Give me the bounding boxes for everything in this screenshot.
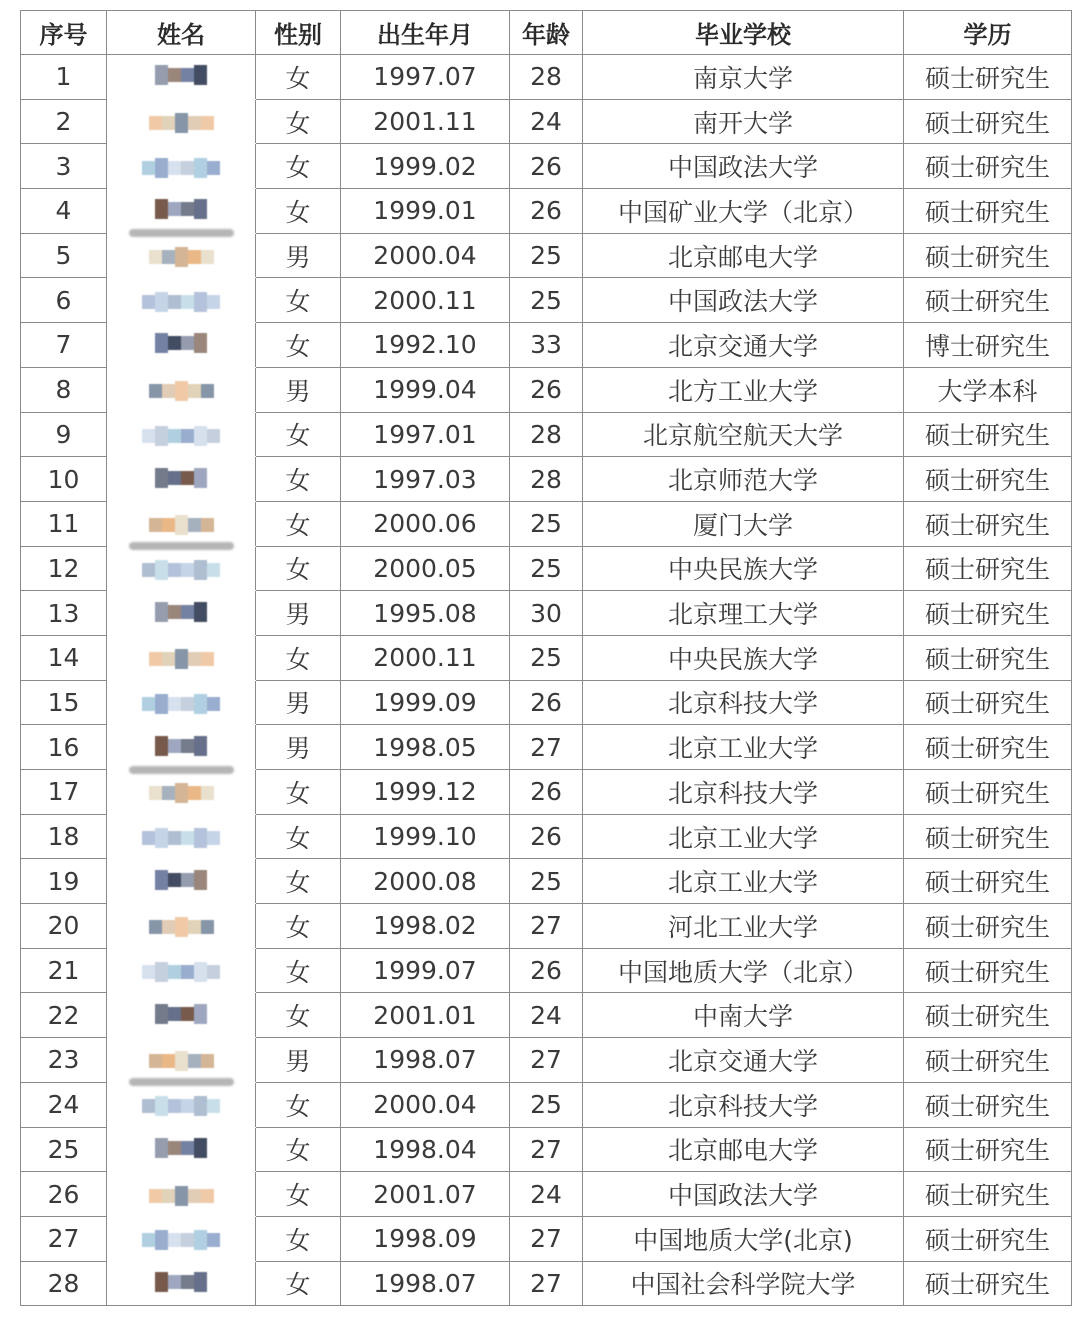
cell-name	[107, 993, 256, 1038]
cell-age: 26	[510, 948, 583, 993]
cell-birth-date: 1992.10	[341, 323, 510, 368]
table-row	[21, 725, 1072, 770]
cell-index: 24	[21, 1082, 107, 1127]
cell-birth-date: 2000.04	[341, 1082, 510, 1127]
cell-gender: 女	[256, 1261, 341, 1306]
cell-school: 北京工业大学	[583, 859, 904, 904]
header-index: 序号	[21, 11, 107, 55]
cell-birth-date: 1998.04	[341, 1127, 510, 1172]
cell-name	[107, 859, 256, 904]
cell-degree: 硕士研究生	[904, 948, 1072, 993]
cell-degree: 硕士研究生	[904, 1038, 1072, 1083]
cell-birth-date: 1999.04	[341, 367, 510, 412]
cell-age: 26	[510, 770, 583, 815]
redacted-name-mosaic	[155, 1269, 207, 1295]
cell-age: 25	[510, 278, 583, 323]
cell-index: 15	[21, 680, 107, 725]
cell-index: 21	[21, 948, 107, 993]
cell-index: 20	[21, 904, 107, 949]
cell-name	[107, 725, 256, 770]
cell-gender: 男	[256, 1038, 341, 1083]
cell-name	[107, 1127, 256, 1172]
cell-birth-date: 1999.02	[341, 144, 510, 189]
cell-birth-date: 1997.03	[341, 457, 510, 502]
redacted-name-mosaic	[149, 1183, 214, 1209]
cell-gender: 女	[256, 501, 341, 546]
cell-index: 26	[21, 1172, 107, 1217]
cell-degree: 博士研究生	[904, 323, 1072, 368]
table-row	[21, 635, 1072, 680]
table-row	[21, 770, 1072, 815]
redacted-name-mosaic	[142, 691, 220, 717]
cell-gender: 女	[256, 144, 341, 189]
redacted-name-mosaic	[149, 1048, 214, 1074]
cell-gender: 男	[256, 591, 341, 636]
cell-school: 中国矿业大学（北京）	[583, 189, 904, 234]
cell-gender: 女	[256, 99, 341, 144]
redaction-smudge	[129, 542, 234, 550]
cell-index: 9	[21, 412, 107, 457]
cell-school: 北京工业大学	[583, 725, 904, 770]
cell-index: 2	[21, 99, 107, 144]
cell-degree: 硕士研究生	[904, 412, 1072, 457]
cell-birth-date: 1995.08	[341, 591, 510, 636]
cell-age: 28	[510, 412, 583, 457]
cell-index: 28	[21, 1261, 107, 1306]
cell-age: 25	[510, 1082, 583, 1127]
cell-age: 28	[510, 55, 583, 100]
cell-gender: 女	[256, 1216, 341, 1261]
cell-degree: 硕士研究生	[904, 635, 1072, 680]
cell-degree: 硕士研究生	[904, 904, 1072, 949]
cell-name	[107, 189, 256, 234]
cell-index: 18	[21, 814, 107, 859]
redacted-name-mosaic	[142, 959, 220, 985]
redacted-name-mosaic	[142, 155, 220, 181]
redacted-name-mosaic	[149, 110, 214, 136]
redacted-name-mosaic	[155, 62, 207, 88]
cell-degree: 硕士研究生	[904, 501, 1072, 546]
redacted-name-mosaic	[149, 378, 214, 404]
redacted-name-mosaic	[142, 825, 220, 851]
cell-school: 中国地质大学（北京）	[583, 948, 904, 993]
redacted-name-mosaic	[142, 289, 220, 315]
cell-school: 北京科技大学	[583, 770, 904, 815]
cell-birth-date: 2000.11	[341, 635, 510, 680]
cell-gender: 女	[256, 814, 341, 859]
table-header-row	[21, 11, 1072, 55]
cell-degree: 硕士研究生	[904, 546, 1072, 591]
cell-birth-date: 2001.07	[341, 1172, 510, 1217]
cell-school: 北京航空航天大学	[583, 412, 904, 457]
cell-degree: 硕士研究生	[904, 233, 1072, 278]
cell-index: 13	[21, 591, 107, 636]
cell-birth-date: 1999.07	[341, 948, 510, 993]
redacted-name-mosaic	[155, 1135, 207, 1161]
table-row	[21, 1082, 1072, 1127]
cell-age: 26	[510, 367, 583, 412]
cell-gender: 女	[256, 904, 341, 949]
header-school: 毕业学校	[583, 11, 904, 55]
header-age: 年龄	[510, 11, 583, 55]
cell-name	[107, 323, 256, 368]
redacted-name-mosaic	[142, 1093, 220, 1119]
redacted-name-mosaic	[149, 512, 214, 538]
table-row	[21, 144, 1072, 189]
cell-degree: 硕士研究生	[904, 1127, 1072, 1172]
cell-degree: 硕士研究生	[904, 457, 1072, 502]
cell-age: 27	[510, 1127, 583, 1172]
cell-school: 河北工业大学	[583, 904, 904, 949]
cell-birth-date: 1998.02	[341, 904, 510, 949]
redacted-name-mosaic	[142, 557, 220, 583]
cell-degree: 硕士研究生	[904, 1082, 1072, 1127]
table-row	[21, 323, 1072, 368]
cell-age: 33	[510, 323, 583, 368]
cell-gender: 男	[256, 233, 341, 278]
cell-school: 中央民族大学	[583, 546, 904, 591]
cell-age: 30	[510, 591, 583, 636]
cell-index: 6	[21, 278, 107, 323]
table-row	[21, 591, 1072, 636]
cell-age: 26	[510, 189, 583, 234]
cell-name	[107, 680, 256, 725]
cell-index: 12	[21, 546, 107, 591]
cell-index: 22	[21, 993, 107, 1038]
cell-index: 1	[21, 55, 107, 100]
cell-gender: 女	[256, 278, 341, 323]
cell-birth-date: 1998.07	[341, 1038, 510, 1083]
cell-birth-date: 2000.08	[341, 859, 510, 904]
table-row	[21, 1261, 1072, 1306]
cell-age: 27	[510, 904, 583, 949]
cell-age: 24	[510, 99, 583, 144]
table-row	[21, 367, 1072, 412]
cell-gender: 女	[256, 993, 341, 1038]
table-row	[21, 278, 1072, 323]
cell-gender: 女	[256, 546, 341, 591]
cell-age: 26	[510, 814, 583, 859]
cell-degree: 硕士研究生	[904, 680, 1072, 725]
cell-gender: 女	[256, 859, 341, 904]
cell-name	[107, 278, 256, 323]
cell-degree: 硕士研究生	[904, 770, 1072, 815]
cell-school: 南开大学	[583, 99, 904, 144]
cell-school: 中国政法大学	[583, 1172, 904, 1217]
cell-degree: 硕士研究生	[904, 278, 1072, 323]
redacted-name-mosaic	[155, 867, 207, 893]
cell-school: 北京邮电大学	[583, 233, 904, 278]
cell-age: 27	[510, 725, 583, 770]
cell-name	[107, 1261, 256, 1306]
cell-index: 7	[21, 323, 107, 368]
cell-school: 北方工业大学	[583, 367, 904, 412]
cell-index: 25	[21, 1127, 107, 1172]
cell-school: 北京理工大学	[583, 591, 904, 636]
cell-school: 北京工业大学	[583, 814, 904, 859]
cell-index: 11	[21, 501, 107, 546]
cell-age: 26	[510, 680, 583, 725]
cell-birth-date: 1997.01	[341, 412, 510, 457]
cell-age: 25	[510, 501, 583, 546]
table-row	[21, 233, 1072, 278]
cell-age: 26	[510, 144, 583, 189]
cell-degree: 硕士研究生	[904, 1172, 1072, 1217]
cell-name	[107, 412, 256, 457]
cell-name	[107, 457, 256, 502]
cell-degree: 硕士研究生	[904, 1216, 1072, 1261]
cell-name	[107, 591, 256, 636]
cell-degree: 硕士研究生	[904, 144, 1072, 189]
cell-degree: 硕士研究生	[904, 859, 1072, 904]
cell-index: 17	[21, 770, 107, 815]
cell-school: 北京科技大学	[583, 680, 904, 725]
table-row	[21, 680, 1072, 725]
cell-school: 厦门大学	[583, 501, 904, 546]
cell-age: 24	[510, 1172, 583, 1217]
cell-age: 27	[510, 1216, 583, 1261]
cell-gender: 女	[256, 1127, 341, 1172]
cell-index: 5	[21, 233, 107, 278]
header-gender: 性别	[256, 11, 341, 55]
cell-birth-date: 1999.12	[341, 770, 510, 815]
cell-birth-date: 1997.07	[341, 55, 510, 100]
table-body	[21, 55, 1072, 1306]
cell-birth-date: 1998.09	[341, 1216, 510, 1261]
redacted-name-mosaic	[142, 423, 220, 449]
redacted-name-mosaic	[155, 599, 207, 625]
cell-index: 4	[21, 189, 107, 234]
cell-school: 中南大学	[583, 993, 904, 1038]
cell-birth-date: 1999.01	[341, 189, 510, 234]
cell-name	[107, 770, 256, 815]
cell-name	[107, 814, 256, 859]
cell-name	[107, 233, 256, 278]
cell-index: 19	[21, 859, 107, 904]
cell-birth-date: 2001.01	[341, 993, 510, 1038]
cell-degree: 硕士研究生	[904, 725, 1072, 770]
cell-name	[107, 1038, 256, 1083]
cell-age: 24	[510, 993, 583, 1038]
cell-school: 北京邮电大学	[583, 1127, 904, 1172]
cell-name	[107, 1082, 256, 1127]
redacted-name-mosaic	[149, 914, 214, 940]
cell-gender: 女	[256, 55, 341, 100]
table-row	[21, 1127, 1072, 1172]
cell-name	[107, 546, 256, 591]
cell-name	[107, 501, 256, 546]
cell-gender: 女	[256, 770, 341, 815]
cell-name	[107, 367, 256, 412]
table-row	[21, 546, 1072, 591]
cell-age: 27	[510, 1038, 583, 1083]
cell-name	[107, 1216, 256, 1261]
cell-degree: 硕士研究生	[904, 814, 1072, 859]
cell-age: 25	[510, 859, 583, 904]
cell-birth-date: 2001.11	[341, 99, 510, 144]
redacted-name-mosaic	[155, 1001, 207, 1027]
cell-school: 北京交通大学	[583, 1038, 904, 1083]
cell-index: 10	[21, 457, 107, 502]
cell-gender: 男	[256, 367, 341, 412]
table-row	[21, 1172, 1072, 1217]
cell-gender: 女	[256, 323, 341, 368]
redacted-name-mosaic	[155, 465, 207, 491]
table-row	[21, 993, 1072, 1038]
table-row	[21, 1216, 1072, 1261]
header-degree: 学历	[904, 11, 1072, 55]
redaction-smudge	[129, 766, 234, 774]
cell-age: 25	[510, 635, 583, 680]
cell-gender: 女	[256, 189, 341, 234]
cell-degree: 硕士研究生	[904, 993, 1072, 1038]
cell-gender: 女	[256, 412, 341, 457]
cell-name	[107, 55, 256, 100]
table-row	[21, 55, 1072, 100]
cell-school: 中央民族大学	[583, 635, 904, 680]
cell-birth-date: 2000.11	[341, 278, 510, 323]
cell-index: 16	[21, 725, 107, 770]
redacted-name-mosaic	[155, 330, 207, 356]
cell-birth-date: 2000.06	[341, 501, 510, 546]
table-row	[21, 904, 1072, 949]
table-row	[21, 814, 1072, 859]
cell-index: 14	[21, 635, 107, 680]
redacted-name-mosaic	[155, 196, 207, 222]
cell-index: 8	[21, 367, 107, 412]
cell-school: 中国政法大学	[583, 144, 904, 189]
cell-school: 中国政法大学	[583, 278, 904, 323]
cell-index: 3	[21, 144, 107, 189]
cell-gender: 女	[256, 457, 341, 502]
redacted-name-mosaic	[149, 646, 214, 672]
cell-index: 27	[21, 1216, 107, 1261]
table-row	[21, 457, 1072, 502]
cell-school: 北京师范大学	[583, 457, 904, 502]
cell-index: 23	[21, 1038, 107, 1083]
table-row	[21, 501, 1072, 546]
cell-degree: 大学本科	[904, 367, 1072, 412]
cell-gender: 女	[256, 948, 341, 993]
cell-degree: 硕士研究生	[904, 99, 1072, 144]
cell-name	[107, 948, 256, 993]
cell-school: 北京科技大学	[583, 1082, 904, 1127]
personnel-table	[20, 10, 1072, 1306]
cell-degree: 硕士研究生	[904, 55, 1072, 100]
cell-gender: 女	[256, 1172, 341, 1217]
cell-name	[107, 99, 256, 144]
personnel-table-container	[20, 10, 1071, 1306]
cell-school: 中国社会科学院大学	[583, 1261, 904, 1306]
table-row	[21, 99, 1072, 144]
cell-degree: 硕士研究生	[904, 1261, 1072, 1306]
cell-name	[107, 144, 256, 189]
cell-birth-date: 1999.09	[341, 680, 510, 725]
table-row	[21, 189, 1072, 234]
redacted-name-mosaic	[155, 733, 207, 759]
table-row	[21, 859, 1072, 904]
cell-birth-date: 2000.04	[341, 233, 510, 278]
cell-gender: 男	[256, 725, 341, 770]
cell-gender: 男	[256, 680, 341, 725]
table-row	[21, 948, 1072, 993]
cell-gender: 女	[256, 1082, 341, 1127]
header-name: 姓名	[107, 11, 256, 55]
table-row	[21, 412, 1072, 457]
cell-birth-date: 1999.10	[341, 814, 510, 859]
cell-age: 25	[510, 233, 583, 278]
cell-birth-date: 2000.05	[341, 546, 510, 591]
header-birth-date: 出生年月	[341, 11, 510, 55]
cell-school: 北京交通大学	[583, 323, 904, 368]
cell-age: 27	[510, 1261, 583, 1306]
cell-age: 25	[510, 546, 583, 591]
table-row	[21, 1038, 1072, 1083]
redaction-smudge	[129, 1078, 234, 1086]
cell-name	[107, 1172, 256, 1217]
redacted-name-mosaic	[142, 1227, 220, 1253]
cell-name	[107, 635, 256, 680]
cell-birth-date: 1998.07	[341, 1261, 510, 1306]
redacted-name-mosaic	[149, 244, 214, 270]
cell-gender: 女	[256, 635, 341, 680]
cell-school: 南京大学	[583, 55, 904, 100]
cell-degree: 硕士研究生	[904, 591, 1072, 636]
cell-school: 中国地质大学(北京)	[583, 1216, 904, 1261]
redaction-smudge	[129, 229, 234, 237]
cell-birth-date: 1998.05	[341, 725, 510, 770]
cell-age: 28	[510, 457, 583, 502]
cell-degree: 硕士研究生	[904, 189, 1072, 234]
cell-name	[107, 904, 256, 949]
redacted-name-mosaic	[149, 780, 214, 806]
